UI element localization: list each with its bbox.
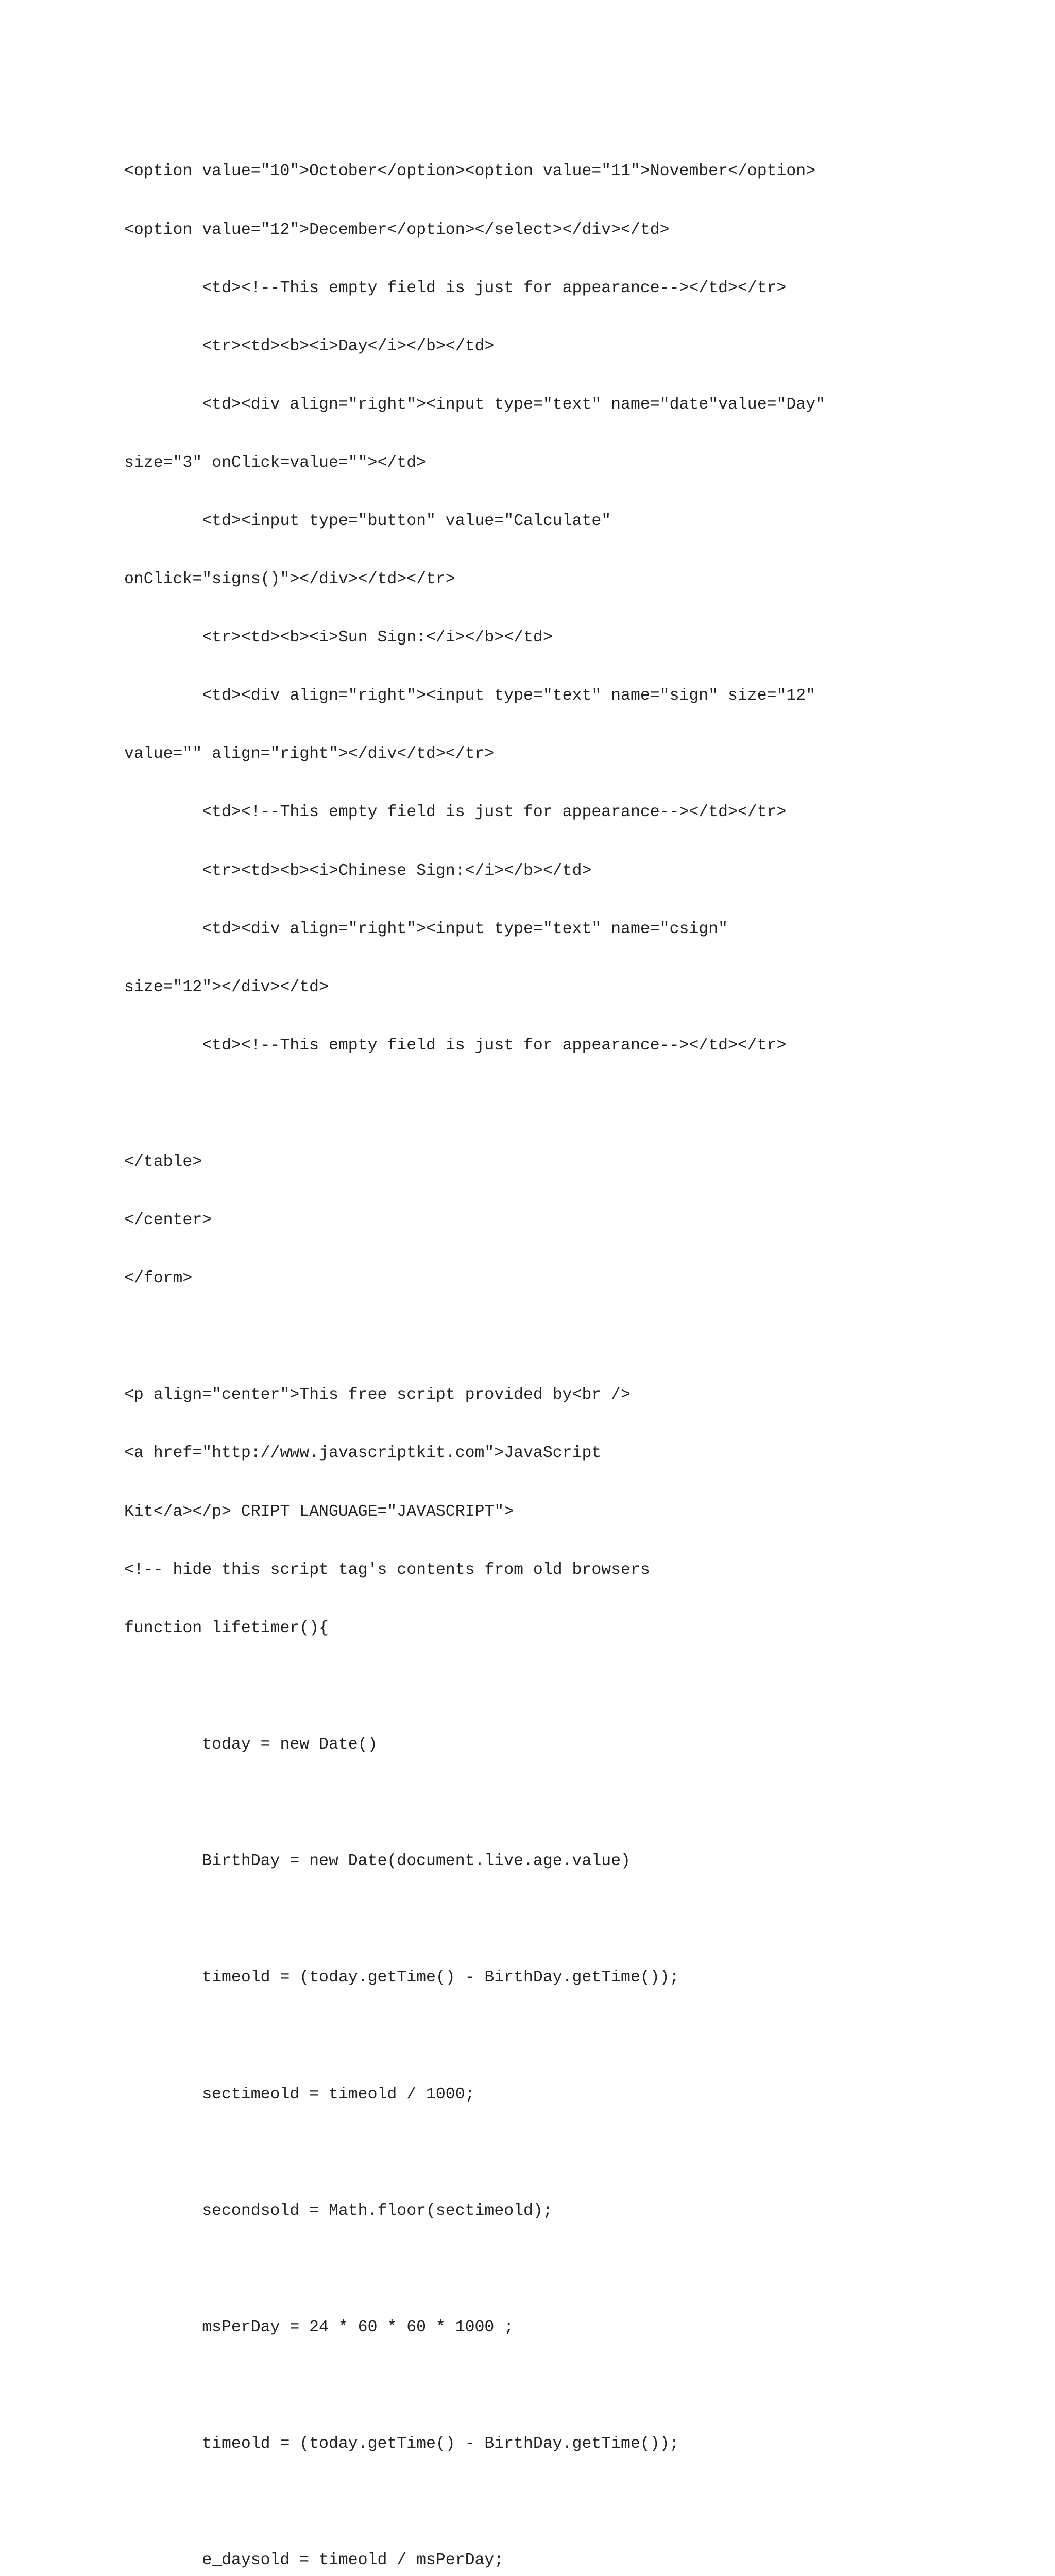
blank-line [124,2143,1031,2163]
code-line: <td><!--This empty field is just for appearance--></td></tr> [124,1036,787,1055]
code-line: <td><div align="right"><input type="text" name="sign" size="12" [124,687,816,705]
code-line: <tr><td><b><i>Chinese Sign:</i></b></td> [124,861,592,880]
code-line: BirthDay = new Date(document.live.age.value) [124,1852,631,1871]
blank-line [124,2260,1031,2279]
code-line: <option value="10">October</option><option value="11">November</option> [124,162,816,181]
code-line: </center> [124,1211,212,1230]
code-line: onClick="signs()"></div></td></tr> [124,570,455,589]
code-line: sectimeold = timeold / 1000; [124,2085,475,2104]
code-line: size="12"></div></td> [124,978,329,996]
blank-line [124,1094,1031,1114]
code-line: <tr><td><b><i>Day</i></b></td> [124,337,495,355]
code-listing [124,123,1031,2576]
code-line: <p align="center">This free script provided by<br /> [124,1386,631,1404]
code-line: <td><!--This empty field is just for appearance--></td></tr> [124,279,787,297]
blank-line [124,2376,1031,2396]
code-line: </form> [124,1269,193,1288]
code-line: Kit</a></p> CRIPT LANGUAGE="JAVASCRIPT"> [124,1502,514,1521]
code-line: function lifetimer(){ [124,1619,329,1637]
blank-line [124,2493,1031,2512]
code-line: <!-- hide this script tag's contents from old browsers [124,1561,650,1579]
blank-line [124,2026,1031,2046]
code-line: value="" align="right"></div</td></tr> [124,745,495,764]
code-line: secondsold = Math.floor(sectimeold); [124,2201,553,2220]
blank-line [124,1327,1031,1347]
code-line: <tr><td><b><i>Sun Sign:</i></b></td> [124,629,553,647]
code-line: <td><div align="right"><input type="text" name="csign" [124,920,728,938]
code-line: <td><!--This empty field is just for appearance--></td></tr> [124,803,787,822]
code-line: <a href="http://www.javascriptkit.com">JavaScript [124,1444,602,1463]
code-line: today = new Date() [124,1735,378,1754]
code-line: <option value="12">December</option></select></div></td> [124,221,670,239]
code-line: e_daysold = timeold / msPerDay; [124,2551,504,2570]
code-line: <td><input type="button" value="Calculate" [124,512,611,530]
code-line: <td><div align="right"><input type="text" name="date"value="Day" [124,395,826,414]
blank-line [124,1910,1031,1929]
code-line: msPerDay = 24 * 60 * 60 * 1000 ; [124,2318,514,2336]
blank-line [124,1793,1031,1813]
code-line: </table> [124,1153,202,1171]
code-line: size="3" onClick=value=""></td> [124,453,426,472]
code-line: timeold = (today.getTime() - BirthDay.getTime()); [124,1969,679,1987]
blank-line [124,1677,1031,1697]
code-line: timeold = (today.getTime() - BirthDay.getTime()); [124,2435,679,2453]
